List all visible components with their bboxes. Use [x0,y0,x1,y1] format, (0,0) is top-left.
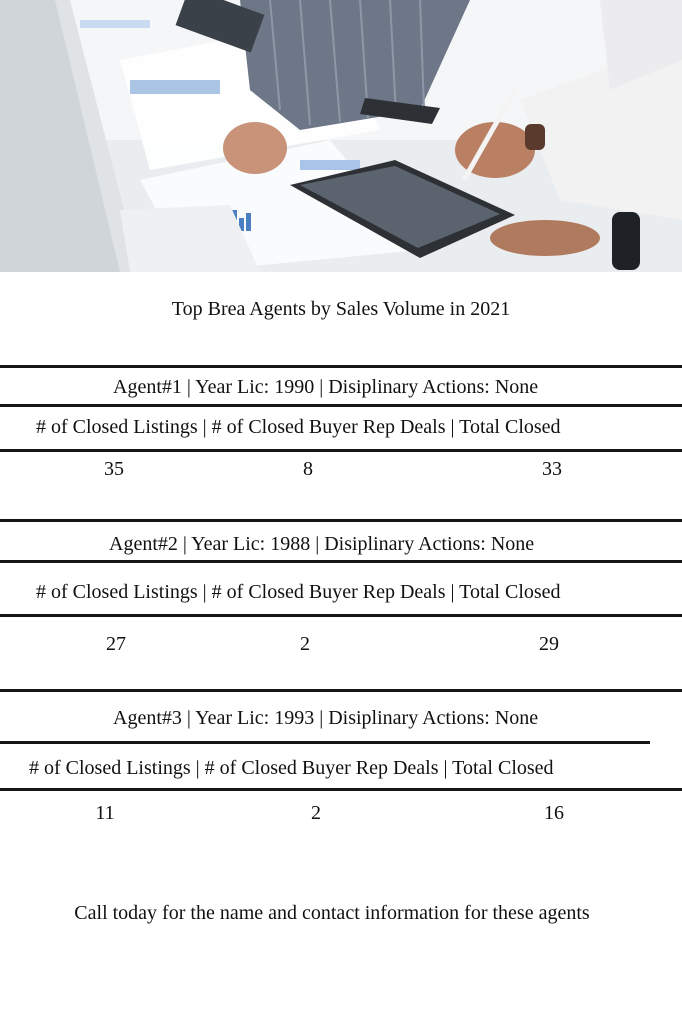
agent-2-header: Agent#2 | Year Lic: 1988 | Disiplinary Actions: None [109,533,535,555]
agent-1-header: Agent#1 | Year Lic: 1990 | Disiplinary Actions: None [113,376,539,398]
agent-3-buyer-rep-deals: 2 [311,802,321,824]
divider [0,449,682,452]
agent-3-header: Agent#3 | Year Lic: 1993 | Disiplinary Actions: None [113,707,539,729]
divider [0,689,682,692]
divider [0,519,682,522]
agent-1-total-closed: 33 [542,458,562,480]
divider [0,365,682,368]
agent-2-closed-listings: 27 [106,633,126,655]
agent-1-closed-listings: 35 [104,458,124,480]
agent-2-total-closed: 29 [539,633,559,655]
header-photo [0,0,682,272]
divider [0,741,650,744]
office-meeting-illustration [0,0,682,272]
call-to-action: Call today for the name and contact information for these agents [74,902,590,924]
divider [0,788,682,791]
agent-3-total-closed: 16 [544,802,564,824]
divider [0,614,682,617]
agent-2-buyer-rep-deals: 2 [300,633,310,655]
divider [0,404,682,407]
agent-1-column-headers: # of Closed Listings | # of Closed Buyer Rep Deals | Total Closed [36,416,561,438]
divider [0,560,682,563]
agent-3-closed-listings: 11 [95,802,115,824]
page-title: Top Brea Agents by Sales Volume in 2021 [171,298,511,320]
agent-3-column-headers: # of Closed Listings | # of Closed Buyer Rep Deals | Total Closed [29,757,554,779]
agent-2-column-headers: # of Closed Listings | # of Closed Buyer Rep Deals | Total Closed [36,581,561,603]
agent-1-buyer-rep-deals: 8 [303,458,313,480]
